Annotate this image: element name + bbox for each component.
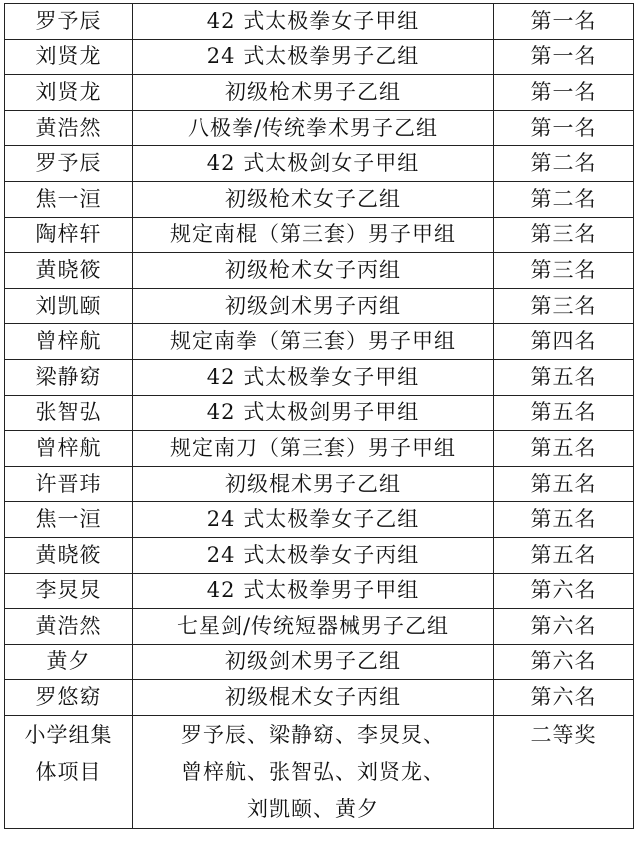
place-cell: 第六名 (494, 573, 634, 609)
place-cell: 第二名 (494, 181, 634, 217)
place-cell: 第六名 (494, 609, 634, 645)
event-cell: 42 式太极拳女子甲组 (133, 4, 494, 40)
results-table-body (5, 4, 634, 829)
table-row (5, 217, 634, 253)
athlete-name-cell: 黄晓筱 (5, 253, 133, 289)
group-members-line: 曾梓航、张智弘、刘贤龙、 (181, 759, 445, 784)
place-cell: 第一名 (494, 39, 634, 75)
athlete-name-cell: 刘贤龙 (5, 39, 133, 75)
table-row (5, 324, 634, 360)
place-cell: 第五名 (494, 502, 634, 538)
athlete-name-cell: 黄晓筱 (5, 537, 133, 573)
competition-results-table (4, 3, 634, 829)
table-row (5, 431, 634, 467)
place-cell: 第五名 (494, 395, 634, 431)
place-cell: 第五名 (494, 431, 634, 467)
event-cell: 24 式太极拳女子乙组 (133, 502, 494, 538)
group-project-row (5, 715, 634, 828)
table-row (5, 609, 634, 645)
place-cell: 第三名 (494, 253, 634, 289)
athlete-name-cell: 黄浩然 (5, 609, 133, 645)
table-row (5, 680, 634, 716)
event-cell: 规定南刀（第三套）男子甲组 (133, 431, 494, 467)
athlete-name-cell: 刘凯颐 (5, 288, 133, 324)
place-cell: 第五名 (494, 537, 634, 573)
place-cell: 第二名 (494, 146, 634, 182)
table-row (5, 573, 634, 609)
place-cell: 第一名 (494, 110, 634, 146)
athlete-name-cell: 焦一洹 (5, 502, 133, 538)
event-cell: 初级枪术女子乙组 (133, 181, 494, 217)
event-cell: 规定南拳（第三套）男子甲组 (133, 324, 494, 360)
table-row (5, 395, 634, 431)
event-cell: 初级枪术女子丙组 (133, 253, 494, 289)
event-cell: 24 式太极拳女子丙组 (133, 537, 494, 573)
athlete-name-cell: 黄浩然 (5, 110, 133, 146)
table-row (5, 359, 634, 395)
place-cell: 第三名 (494, 217, 634, 253)
table-row (5, 644, 634, 680)
athlete-name-cell: 焦一洹 (5, 181, 133, 217)
athlete-name-cell: 曾梓航 (5, 324, 133, 360)
athlete-name-cell: 刘贤龙 (5, 75, 133, 111)
group-award-cell (494, 715, 634, 828)
table-row (5, 537, 634, 573)
place-cell: 第五名 (494, 466, 634, 502)
table-row (5, 253, 634, 289)
place-cell: 第四名 (494, 324, 634, 360)
group-members-line: 刘凯颐、黄夕 (247, 796, 379, 821)
event-cell: 初级棍术男子乙组 (133, 466, 494, 502)
table-row (5, 4, 634, 40)
place-cell: 第六名 (494, 680, 634, 716)
table-row (5, 146, 634, 182)
place-cell: 第一名 (494, 4, 634, 40)
event-cell: 42 式太极剑女子甲组 (133, 146, 494, 182)
group-name-line: 小学组集 (24, 722, 113, 747)
event-cell: 初级剑术男子乙组 (133, 644, 494, 680)
place-cell: 第六名 (494, 644, 634, 680)
event-cell: 七星剑/传统短器械男子乙组 (133, 609, 494, 645)
group-members-cell (133, 715, 494, 828)
table-row (5, 75, 634, 111)
group-members-line: 罗予辰、梁静窈、李炅炅、 (181, 722, 445, 747)
event-cell: 24 式太极拳男子乙组 (133, 39, 494, 75)
event-cell: 规定南棍（第三套）男子甲组 (133, 217, 494, 253)
place-cell: 第一名 (494, 75, 634, 111)
event-cell: 42 式太极拳男子甲组 (133, 573, 494, 609)
event-cell: 八极拳/传统拳术男子乙组 (133, 110, 494, 146)
athlete-name-cell: 罗予辰 (5, 146, 133, 182)
table-row (5, 502, 634, 538)
table-row (5, 110, 634, 146)
table-row (5, 466, 634, 502)
event-cell: 42 式太极拳女子甲组 (133, 359, 494, 395)
athlete-name-cell: 罗予辰 (5, 4, 133, 40)
event-cell: 初级棍术女子丙组 (133, 680, 494, 716)
table-row (5, 181, 634, 217)
athlete-name-cell: 曾梓航 (5, 431, 133, 467)
table-row (5, 288, 634, 324)
athlete-name-cell: 黄夕 (5, 644, 133, 680)
results-table-container (4, 3, 633, 829)
athlete-name-cell: 张智弘 (5, 395, 133, 431)
group-award-text: 二等奖 (530, 722, 597, 747)
table-row (5, 39, 634, 75)
athlete-name-cell: 许晋玮 (5, 466, 133, 502)
athlete-name-cell: 陶梓轩 (5, 217, 133, 253)
event-cell: 初级枪术男子乙组 (133, 75, 494, 111)
event-cell: 初级剑术男子丙组 (133, 288, 494, 324)
athlete-name-cell: 梁静窈 (5, 359, 133, 395)
athlete-name-cell: 李炅炅 (5, 573, 133, 609)
place-cell: 第三名 (494, 288, 634, 324)
athlete-name-cell: 罗悠窈 (5, 680, 133, 716)
group-name-cell (5, 715, 133, 828)
group-name-line: 体项目 (35, 759, 102, 784)
event-cell: 42 式太极剑男子甲组 (133, 395, 494, 431)
place-cell: 第五名 (494, 359, 634, 395)
